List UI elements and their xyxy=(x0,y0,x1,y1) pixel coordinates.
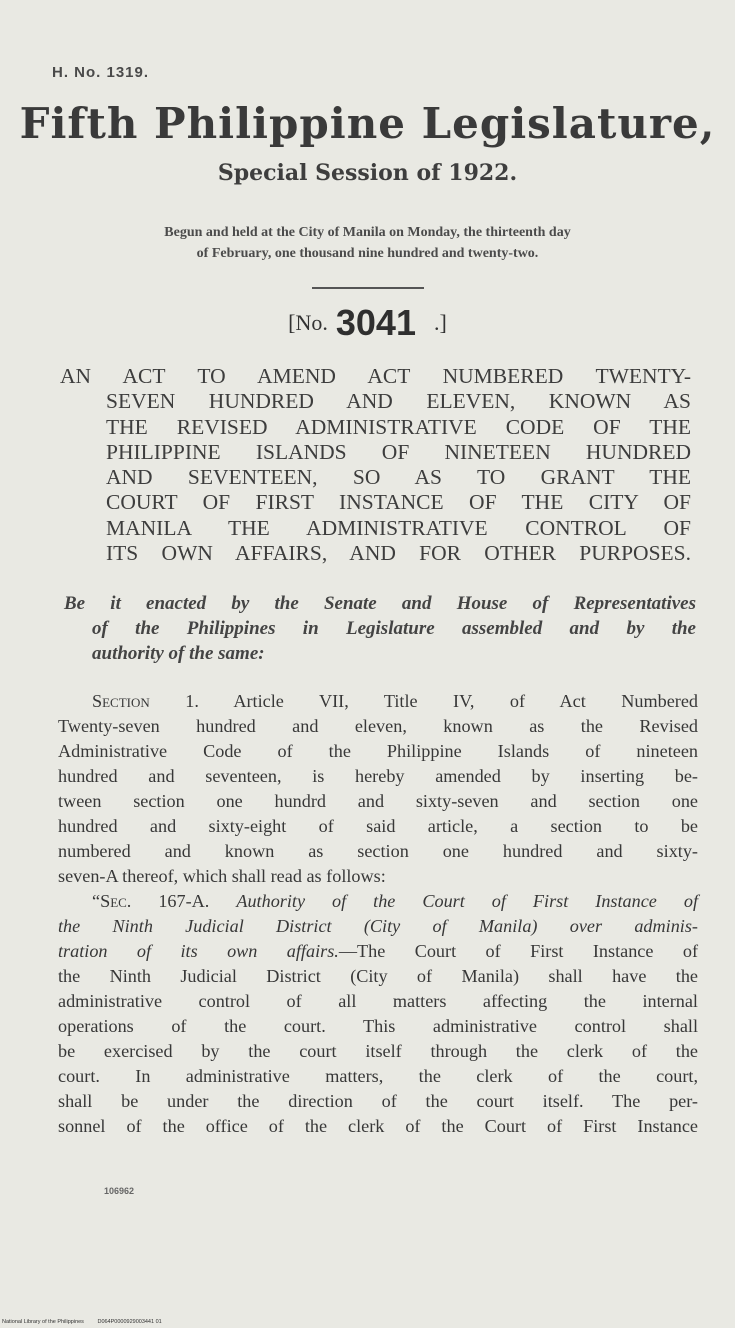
section-167a-heading-line: tration of its own affairs.—The Court of First Instance of xyxy=(58,941,699,961)
section-167a-line: sonnel of the office of the clerk of the Court of First Instance xyxy=(58,1116,698,1136)
act-title xyxy=(60,364,691,566)
section-167a-line: be exercised by the court itself through the clerk of the xyxy=(58,1041,698,1061)
section-167a-heading-line: the Ninth Judicial District (City of Manila) over adminis- xyxy=(58,916,698,936)
act-title-line: SEVEN HUNDRED AND ELEVEN, KNOWN AS xyxy=(106,389,691,414)
act-number-value: 3041 xyxy=(335,302,416,343)
act-number xyxy=(0,302,735,344)
act-title-line: AND SEVENTEEN, SO AS TO GRANT THE xyxy=(106,465,691,490)
section-1-line: hundred and sixty-eight of said article, a section to be xyxy=(58,816,698,836)
act-body xyxy=(58,689,698,1139)
library-credit: National Library of the Philippines xyxy=(2,1319,84,1325)
section-167a-label: “Sec. 167-A. xyxy=(92,891,210,911)
act-title-line: ITS OWN AFFAIRS, AND FOR OTHER PURPOSES. xyxy=(106,541,691,566)
enacting-clause-line: Be it enacted by the Senate and House of Representatives xyxy=(64,593,696,614)
bill-number: H. No. 1319. xyxy=(52,64,150,81)
section-167a-line: court. In administrative matters, the clerk of the court, xyxy=(58,1066,698,1086)
enacting-clause-line: authority of the same: xyxy=(92,643,265,664)
act-title-line: MANILA THE ADMINISTRATIVE CONTROL OF xyxy=(106,515,691,540)
section-1-line: hundred and seventeen, is hereby amended by inserting be- xyxy=(58,766,698,786)
enacting-clause-line: of the Philippines in Legislature assembled and by the xyxy=(92,618,696,639)
act-number-suffix: .] xyxy=(433,310,447,335)
session-date-line-2: of February, one thousand nine hundred and twenty-two. xyxy=(196,246,539,261)
session-date-line-1: Begun and held at the City of Manila on Monday, the thirteenth day xyxy=(164,225,571,240)
act-number-prefix: [No. xyxy=(288,310,328,335)
section-1-line: tween section one hundrd and sixty-seven and section one xyxy=(58,791,698,811)
section-167a-line: operations of the court. This administrative control shall xyxy=(58,1016,698,1036)
title-divider xyxy=(312,287,424,289)
session-date-statement xyxy=(40,222,695,264)
section-167a-line: the Ninth Judicial District (City of Manila) shall have the xyxy=(58,966,698,986)
act-title-line: AN ACT TO AMEND ACT NUMBERED TWENTY- xyxy=(60,364,691,388)
section-167a-first-line: “Sec. 167-A. Authority of the Court of First Instance of xyxy=(92,891,699,911)
scan-footer xyxy=(2,1319,174,1325)
section-1-line: Twenty-seven hundred and eleven, known as the Revised xyxy=(58,716,698,736)
section-1-label: Section 1. xyxy=(92,691,199,711)
section-1-first-line: Section 1. Article VII, Title IV, of Act Numbered xyxy=(92,691,698,711)
section-1-line: Administrative Code of the Philippine Islands of nineteen xyxy=(58,741,698,761)
section-167a-line: shall be under the direction of the court itself. The per- xyxy=(58,1091,698,1111)
act-title-line: PHILIPPINE ISLANDS OF NINETEEN HUNDRED xyxy=(106,439,691,464)
section-1-line: seven-A thereof, which shall read as follows: xyxy=(58,866,386,886)
act-title-line: COURT OF FIRST INSTANCE OF THE CITY OF xyxy=(106,490,691,515)
scan-id: D064P0000929003441 01 xyxy=(97,1319,162,1325)
enacting-clause xyxy=(64,591,696,666)
section-167a-line: administrative control of all matters affecting the internal xyxy=(58,991,698,1011)
print-code: 106962 xyxy=(104,1186,135,1196)
title-block xyxy=(0,96,735,186)
session-title: Special Session of 1922. xyxy=(217,160,518,186)
section-1-line: numbered and known as section one hundred and sixty- xyxy=(58,841,698,861)
act-title-line: THE REVISED ADMINISTRATIVE CODE OF THE xyxy=(106,414,691,439)
legislature-title: Fifth Philippine Legislature, xyxy=(19,99,716,148)
